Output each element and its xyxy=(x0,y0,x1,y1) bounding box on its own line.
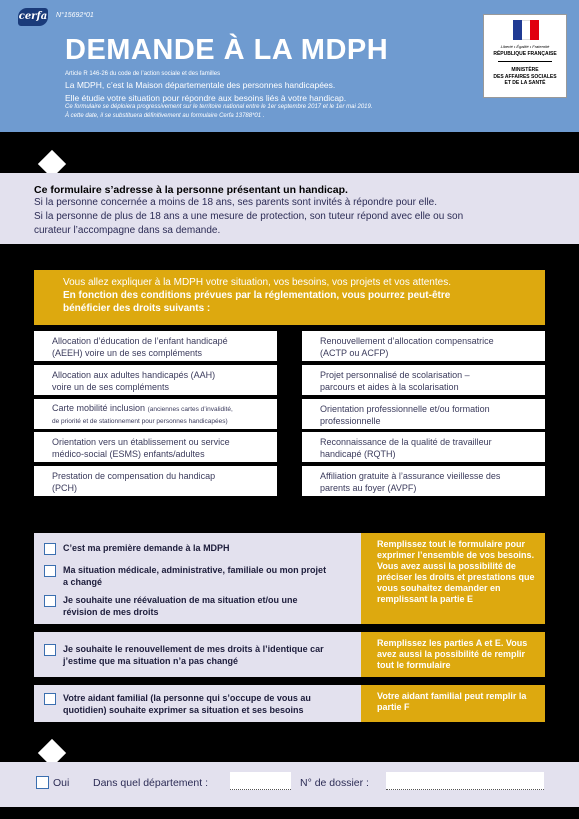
right-item-aeeh: Allocation d’éducation de l’enfant handicapé (AEEH) voire un de ses compléments xyxy=(34,331,277,361)
rights-intro-box xyxy=(34,270,545,325)
republique-francaise-logo xyxy=(483,14,567,98)
departement-input[interactable] xyxy=(230,772,291,790)
choice-situation-changed[interactable] xyxy=(44,564,333,588)
caregiver-label: Votre aidant familial (la personne qui s’occupe de vous au quotidien) souhaite exprimer sa situation et ses besoins xyxy=(63,693,311,715)
page-title: DEMANDE À LA MDPH xyxy=(65,34,389,66)
right-item-cmi: Carte mobilité inclusion (anciennes cartes d’invalidité, de priorité et de stationnement pour personnes handicapées) xyxy=(34,399,277,429)
audience-protection-text: Si la personne de plus de 18 ans a une mesure de protection, son tuteur répond avec elle ou son xyxy=(34,211,464,222)
right-item-rqth: Reconnaissance de la qualité de travailleur handicapé (RQTH) xyxy=(302,432,545,462)
legal-article: Article R 146-26 du code de l’action sociale et des familles xyxy=(65,71,221,77)
republic-name: RÉPUBLIQUE FRANÇAISE xyxy=(493,51,557,57)
choice-block-renewal xyxy=(34,632,545,677)
right-item-avpf: Affiliation gratuite à l’assurance vieillesse des parents au foyer (AVPF) xyxy=(302,466,545,496)
deployment-note-1: Ce formulaire se déploiera progressivement sur le territoire national entre le 1er septembre 2017 et le 1er mai 2019. xyxy=(65,104,373,110)
choice-renewal[interactable] xyxy=(44,643,353,667)
cerfa-number: N°15692*01 xyxy=(56,12,94,19)
block1-instruction: Remplissez tout le formulaire pour exprimer l’ensemble de vos besoins. Vous avez aussi la possibilité de préciser les droits et prestations que vous souhaitez demander en remplissant la partie E xyxy=(361,533,545,624)
first-request-checkbox[interactable] xyxy=(44,543,56,555)
reevaluation-label: Je souhaite une réévaluation de ma situation et/ou une révision de mes droits xyxy=(63,595,298,617)
choice-first-request[interactable] xyxy=(44,542,333,555)
block3-instruction: Votre aidant familial peut remplir la partie F xyxy=(361,685,545,722)
rights-list-left xyxy=(34,331,277,500)
logo-divider xyxy=(498,61,552,62)
right-item-pps: Projet personnalisé de scolarisation – parcours et aides à la scolarisation xyxy=(302,365,545,395)
right-item-aah: Allocation aux adultes handicapés (AAH) voire un de ses compléments xyxy=(34,365,277,395)
right-item-orientation-pro: Orientation professionnelle et/ou formation professionnelle xyxy=(302,399,545,429)
rights-list-right xyxy=(302,331,545,500)
situation-changed-checkbox[interactable] xyxy=(44,565,56,577)
audience-curator-text: curateur l’accompagne dans sa demande. xyxy=(34,225,221,236)
ministry-name: MINISTÈRE DES AFFAIRES SOCIALES ET DE LA SANTÉ xyxy=(493,67,557,86)
oui-label: Oui xyxy=(53,777,70,789)
republic-motto: Liberté • Égalité • Fraternité xyxy=(500,44,550,49)
choice-caregiver[interactable] xyxy=(44,692,353,716)
rights-heading-2: bénéficier des droits suivants : xyxy=(63,303,211,314)
renewal-label: Je souhaite le renouvellement de mes droits à l’identique car j’estime que ma situation n’a pas changé xyxy=(63,644,324,666)
departement-label: Dans quel département : xyxy=(93,777,208,789)
rights-intro: Vous allez expliquer à la MDPH votre situation, vos besoins, vos projets et vos attentes. xyxy=(63,277,451,288)
deployment-note-2: À cette date, il se substituera définitivement au formulaire Cerfa 13788*01 . xyxy=(65,113,265,119)
french-flag-icon xyxy=(513,20,539,40)
choice-reevaluation[interactable] xyxy=(44,594,333,618)
choice-block-caregiver xyxy=(34,685,545,722)
existing-file-row xyxy=(0,762,579,807)
dossier-number-input[interactable] xyxy=(386,772,544,790)
choice-block-new-request xyxy=(34,533,545,624)
right-item-actp: Renouvellement d’allocation compensatrice (ACTP ou ACFP) xyxy=(302,331,545,361)
block2-instruction: Remplissez les parties A et E. Vous avez aussi la possibilité de remplir tout le formulaire xyxy=(361,632,545,677)
situation-changed-label: Ma situation médicale, administrative, familiale ou mon projet a changé xyxy=(63,565,327,587)
reevaluation-checkbox[interactable] xyxy=(44,595,56,607)
oui-checkbox[interactable] xyxy=(36,776,49,789)
intro-line-2: Elle étudie votre situation pour répondre aux besoins liés à votre handicap. xyxy=(65,93,347,103)
right-item-esms: Orientation vers un établissement ou service médico-social (ESMS) enfants/adultes xyxy=(34,432,277,462)
header-banner xyxy=(0,0,579,132)
cerfa-logo: cerfa xyxy=(18,8,48,26)
dossier-label: N° de dossier : xyxy=(300,777,369,789)
renewal-checkbox[interactable] xyxy=(44,644,56,656)
rights-heading-1: En fonction des conditions prévues par la réglementation, vous pourrez peut-être xyxy=(63,290,451,301)
intro-line-1: La MDPH, c’est la Maison départementale des personnes handicapées. xyxy=(65,80,336,90)
audience-info-box xyxy=(0,173,579,244)
audience-heading: Ce formulaire s’adresse à la personne présentant un handicap. xyxy=(34,184,348,196)
right-item-pch: Prestation de compensation du handicap (PCH) xyxy=(34,466,277,496)
audience-minor-text: Si la personne concernée a moins de 18 ans, ses parents sont invités à répondre pour elle. xyxy=(34,197,438,208)
first-request-label: C’est ma première demande à la MDPH xyxy=(63,543,230,553)
caregiver-checkbox[interactable] xyxy=(44,693,56,705)
